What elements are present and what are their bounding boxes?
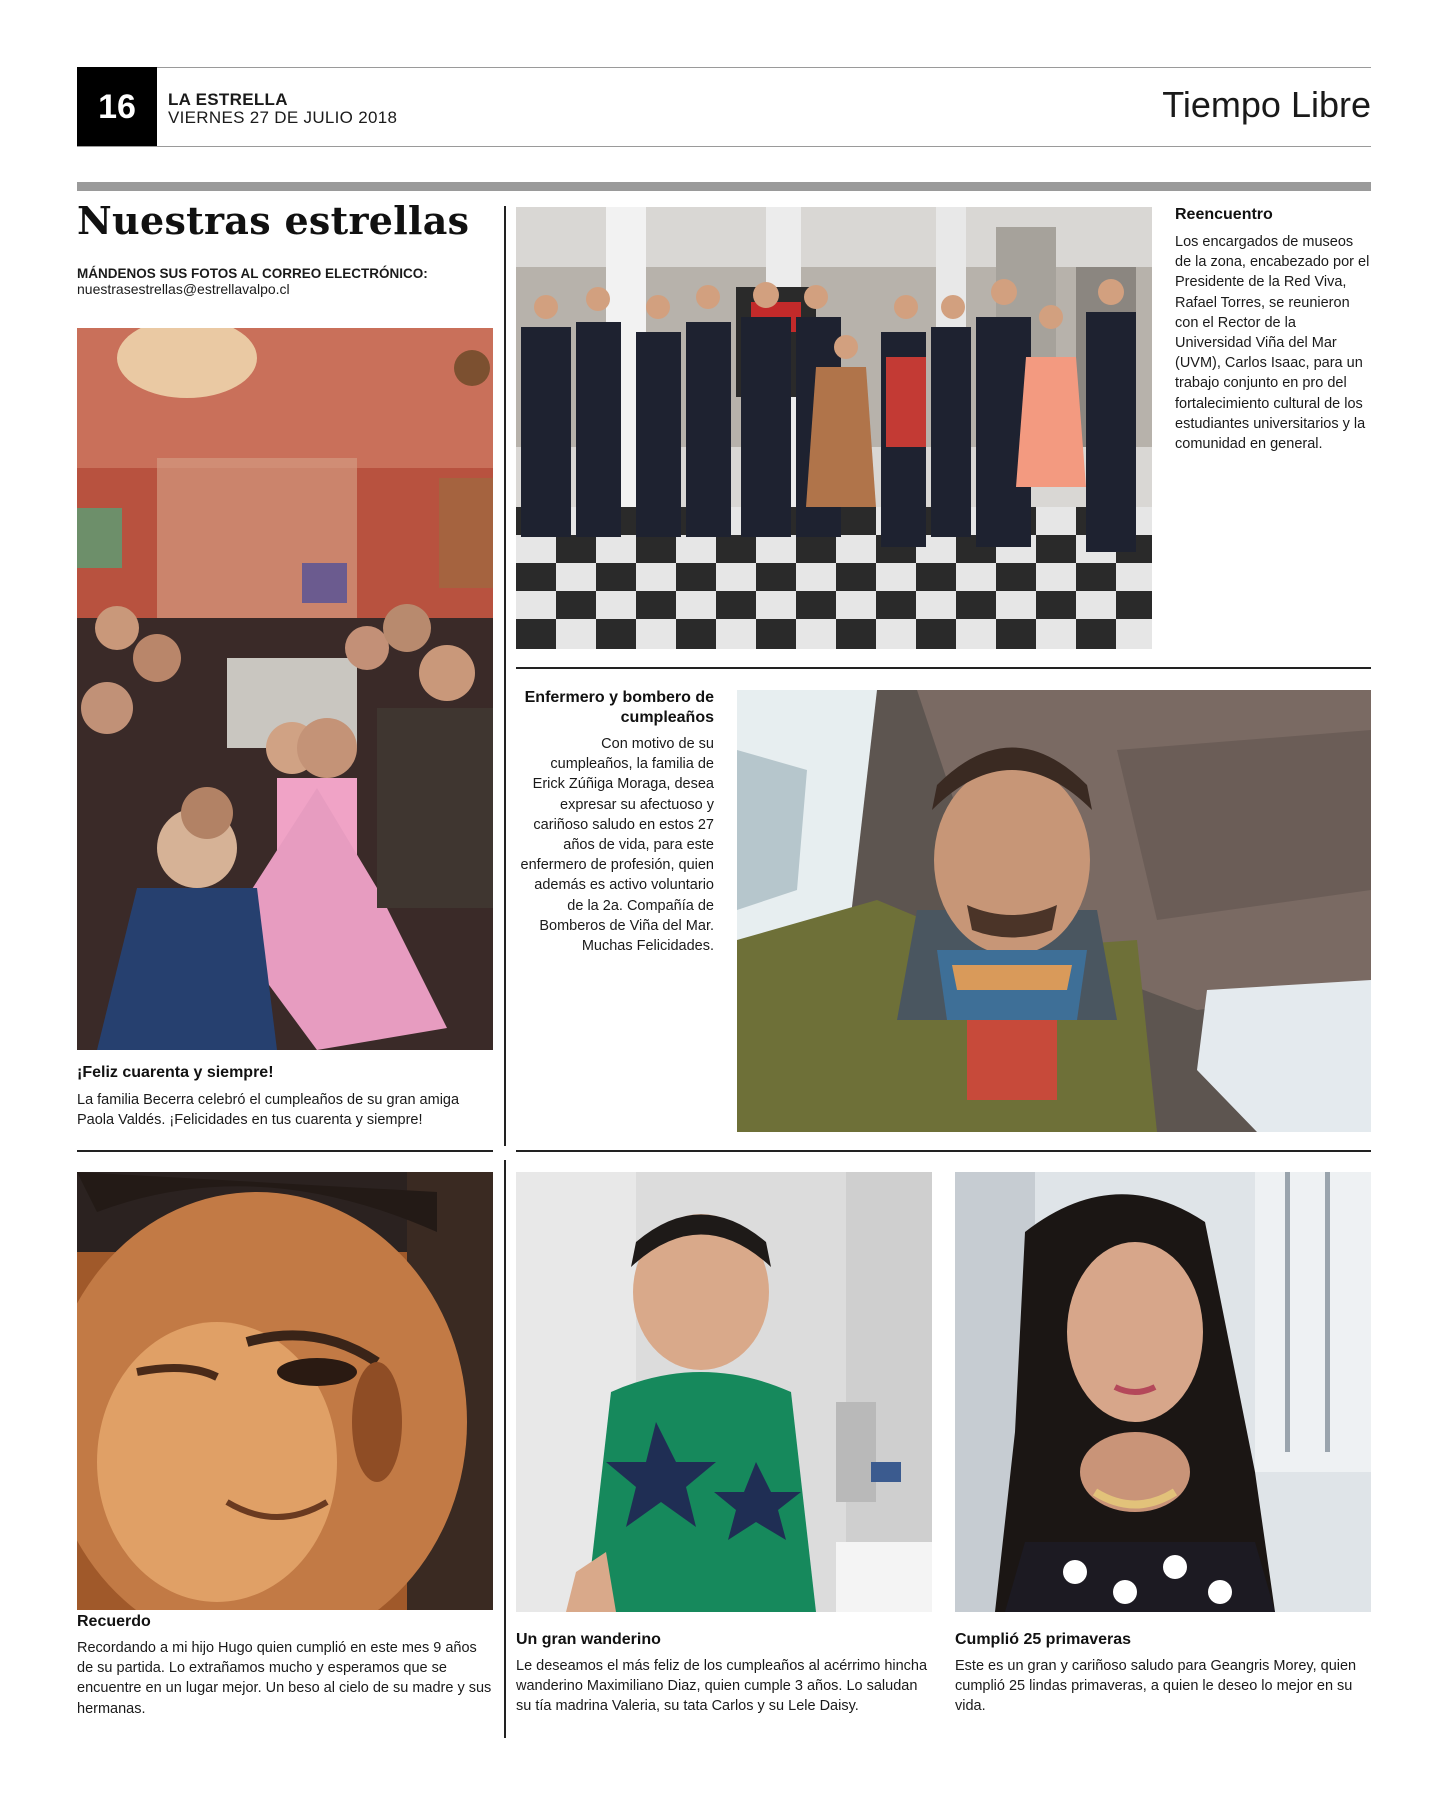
photo-group-meeting — [516, 207, 1152, 649]
photo-family-party — [77, 328, 493, 1050]
photo-young-woman — [955, 1172, 1371, 1612]
column-divider — [504, 206, 506, 1146]
submission-email: nuestrasestrellas@estrellavalpo.cl — [77, 281, 290, 297]
story-body: Los encargados de museos de la zona, encabezado por el Presidente de la Red Viva, Rafael Torres, se reunieron con el Rector de la Universidad Viña del Mar (UVM), Carlos Isaac, para un trabajo conjunto en pro del fortalecimiento cultural de los estudiantes universitarios y la comunidad en general. — [1175, 234, 1370, 453]
section-divider — [77, 182, 1371, 191]
publication-date: VIERNES 27 DE JULIO 2018 — [168, 108, 398, 127]
photo-toddler — [516, 1172, 932, 1612]
section-title: Tiempo Libre — [1162, 84, 1371, 125]
photo-selfie-waterfall — [737, 690, 1371, 1132]
column-divider — [504, 1160, 506, 1738]
story-title: Cumplió 25 primaveras — [955, 1631, 1132, 1648]
story-title: ¡Feliz cuarenta y siempre! — [77, 1064, 274, 1081]
story-body: Le deseamos el más feliz de los cumpleaños al acérrimo hincha wanderino Maximiliano Diaz, quien cumple 3 años. Lo saludan su tía madrina Valeria, su tata Carlos y su Lele Daisy. — [516, 1658, 928, 1715]
column-title: Nuestras estrellas — [77, 198, 470, 243]
story-title: Reencuentro — [1175, 206, 1273, 223]
newspaper-name: LA ESTRELLA — [168, 90, 288, 109]
story-title: Enfermero y bombero de cumpleaños — [524, 689, 714, 726]
header-top-rule — [77, 67, 1371, 68]
row-divider — [77, 1150, 493, 1152]
story-title: Un gran wanderino — [516, 1631, 661, 1648]
story-body: Recordando a mi hijo Hugo quien cumplió en este mes 9 años de su partida. Lo extrañamos mucho y esperamos que se encuentre en un lugar mejor. Un beso al cielo de su madre y sus hermanas. — [77, 1640, 492, 1717]
story-body: Con motivo de su cumpleaños, la familia de Erick Zúñiga Moraga, desea expresar su afectuoso y cariñoso saludo en estos 27 años de vida, para este enfermero de profesión, quien además es activo voluntario de la 2a. Compañía de Bomberos de Viña del Mar. Muchas Felicidades. — [520, 736, 714, 955]
row-divider — [516, 667, 1371, 669]
photo-man-portrait — [77, 1172, 493, 1610]
row-divider — [516, 1150, 1371, 1152]
submission-label: MÁNDENOS SUS FOTOS AL CORREO ELECTRÓNICO: — [77, 266, 428, 281]
story-body: La familia Becerra celebró el cumpleaños de su gran amiga Paola Valdés. ¡Felicidades en tus cuarenta y siempre! — [77, 1092, 460, 1129]
story-title: Recuerdo — [77, 1613, 151, 1630]
page-number: 16 — [77, 67, 157, 147]
header-bottom-rule — [77, 146, 1371, 147]
story-body: Este es un gran y cariñoso saludo para Geangris Morey, quien cumplió 25 lindas primaveras, a quien le deseo lo mejor en su vida. — [955, 1658, 1357, 1715]
